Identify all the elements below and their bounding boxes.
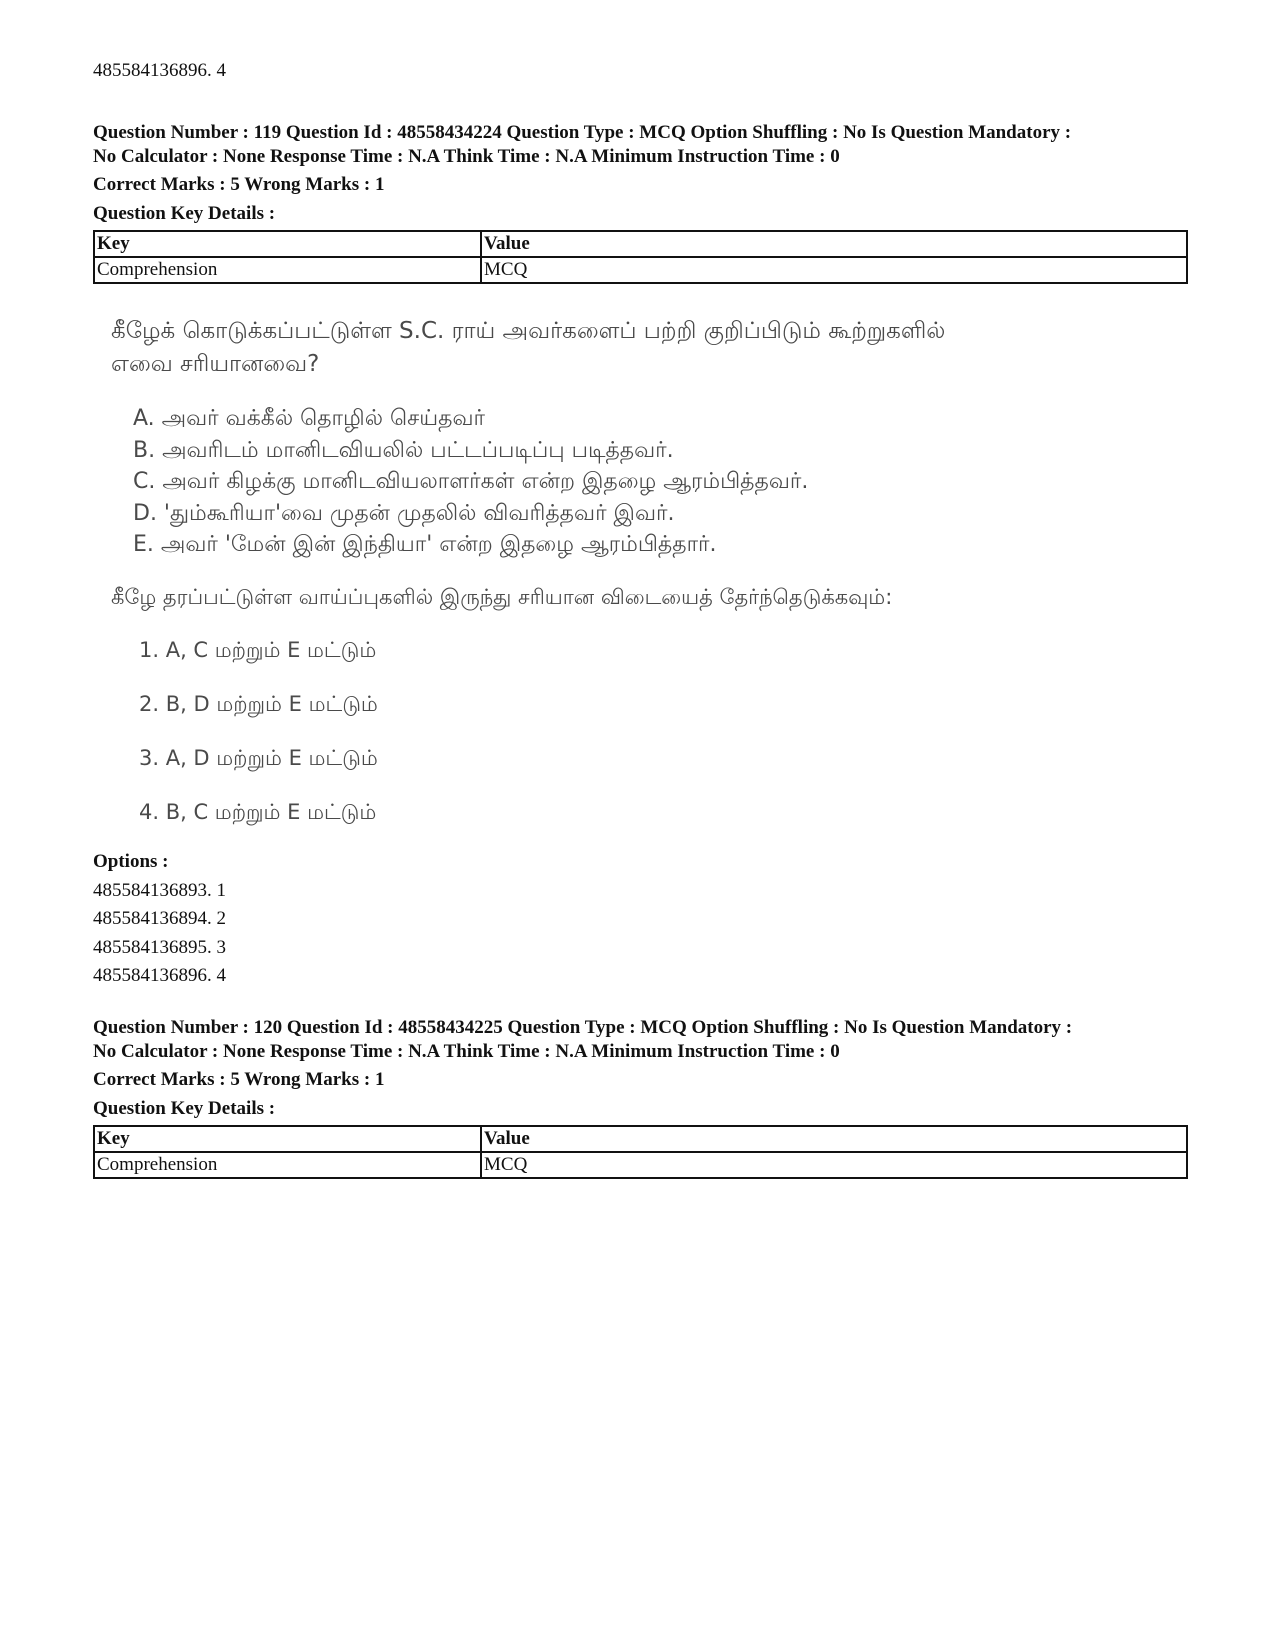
table-header-row xyxy=(94,231,1187,257)
statement-e: E. அவர் 'மேன் இன் இந்தியா' என்ற இதழை ஆரம்பித்தார். xyxy=(133,532,717,557)
previous-answer-line: 485584136896. 4 xyxy=(93,60,226,81)
key-details-label: Question Key Details : xyxy=(93,203,276,224)
options-section xyxy=(93,848,226,991)
table-row xyxy=(94,1152,1187,1178)
table-header-key: Key xyxy=(94,1126,481,1152)
options-label: Options : xyxy=(93,851,169,872)
option-id-3: 485584136895. 3 xyxy=(93,936,226,958)
answer-choice-2: 2. B, D மற்றும் E மட்டும் xyxy=(139,692,378,716)
question-meta-line-1: Question Number : 120 Question Id : 48558434225 Question Type : MCQ Option Shuffling : No Is Question Mandatory : xyxy=(93,1017,1073,1038)
answer-instruction: கீழே தரப்பட்டுள்ள வாய்ப்புகளில் இருந்து சரியான விடையைத் தேர்ந்தெடுக்கவும்: xyxy=(111,585,893,609)
table-row xyxy=(94,257,1187,283)
option-id-1: 485584136893. 1 xyxy=(93,879,226,901)
question-120-header xyxy=(93,1016,1188,1179)
question-stem-line-2: எவை சரியானவை? xyxy=(111,351,320,377)
option-id-2: 485584136894. 2 xyxy=(93,908,226,929)
table-cell-value: MCQ xyxy=(481,257,1187,283)
question-meta-line-2: No Calculator : None Response Time : N.A Think Time : N.A Minimum Instruction Time : 0 xyxy=(93,146,840,167)
key-details-label: Question Key Details : xyxy=(93,1098,276,1119)
question-key-table xyxy=(93,230,1188,284)
marks-line: Correct Marks : 5 Wrong Marks : 1 xyxy=(93,1069,385,1090)
table-header-value: Value xyxy=(481,231,1187,257)
answer-choices xyxy=(139,637,378,853)
question-meta-line-2: No Calculator : None Response Time : N.A Think Time : N.A Minimum Instruction Time : 0 xyxy=(93,1041,840,1062)
answer-choice-3: 3. A, D மற்றும் E மட்டும் xyxy=(139,746,378,770)
table-cell-key: Comprehension xyxy=(94,1152,481,1178)
option-id-4: 485584136896. 4 xyxy=(93,965,226,986)
question-stem-line-1: கீழேக் கொடுக்கப்பட்டுள்ள S.C. ராய் அவர்களைப் பற்றி குறிப்பிடும் கூற்றுகளில் xyxy=(111,318,946,344)
question-content-image xyxy=(93,315,1188,835)
marks-line: Correct Marks : 5 Wrong Marks : 1 xyxy=(93,174,385,195)
statement-d: D. 'தும்கூரியா'வை முதன் முதலில் விவரித்தவர் இவர். xyxy=(133,500,675,526)
table-header-value: Value xyxy=(481,1126,1187,1152)
question-meta-line-1: Question Number : 119 Question Id : 48558434224 Question Type : MCQ Option Shuffling : No Is Question Mandatory : xyxy=(93,122,1072,143)
table-header-row xyxy=(94,1126,1187,1152)
question-119-header xyxy=(93,121,1188,284)
table-cell-value: MCQ xyxy=(481,1152,1187,1178)
question-key-table xyxy=(93,1125,1188,1179)
answer-choice-4: 4. B, C மற்றும் E மட்டும் xyxy=(139,800,377,824)
table-cell-key: Comprehension xyxy=(94,257,481,283)
table-header-key: Key xyxy=(94,231,481,257)
question-stem xyxy=(111,315,1171,381)
statement-a: A. அவர் வக்கீல் தொழில் செய்தவர் xyxy=(133,406,485,431)
statement-list xyxy=(133,403,808,561)
statement-b: B. அவரிடம் மானிடவியலில் பட்டப்படிப்பு படித்தவர். xyxy=(133,437,674,463)
answer-choice-1: 1. A, C மற்றும் E மட்டும் xyxy=(139,638,377,662)
statement-c: C. அவர் கிழக்கு மானிடவியலாளர்கள் என்ற இதழை ஆரம்பித்தவர். xyxy=(133,469,809,494)
